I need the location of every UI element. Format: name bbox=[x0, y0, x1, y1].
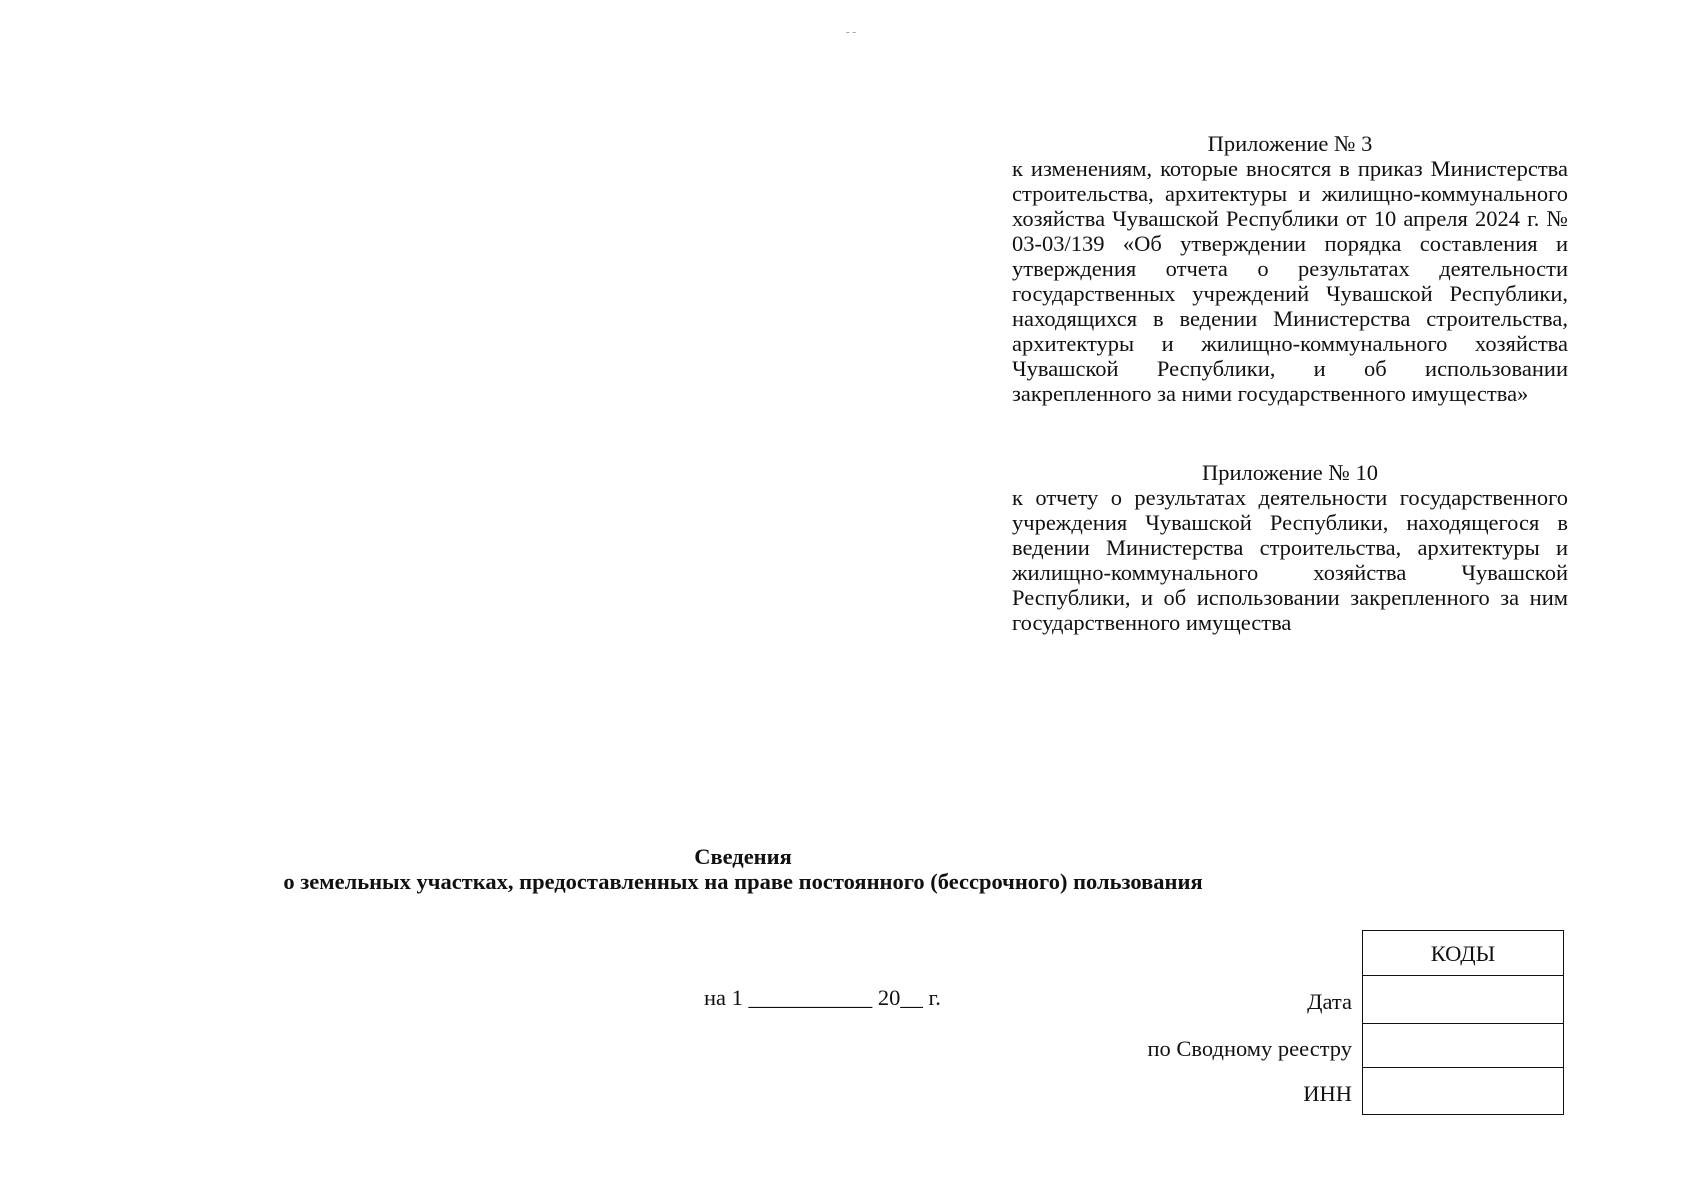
document-title bbox=[0, 844, 1486, 894]
appendix-3-block bbox=[1012, 131, 1568, 406]
codes-inn-label: ИНН bbox=[1303, 1081, 1352, 1106]
codes-table bbox=[1362, 930, 1564, 1115]
appendix-3-body: к изменениям, которые вносятся в приказ Министерства строительства, архитектуры и жилищно-коммунального хозяйства Чувашской Республики от 10 апреля 2024 г. № 03-03/139 «Об утверждении порядка составления и утверждения отчета о результатах деятельности государственных учреждений Чувашской Республики, находящихся в ведении Министерства строительства, архитектуры и жилищно-коммунального хозяйства Чувашской Республики, и об использовании закрепленного за ними государственного имущества» bbox=[1012, 156, 1568, 406]
codes-header: КОДЫ bbox=[1363, 931, 1563, 976]
appendix-10-heading: Приложение № 10 bbox=[1202, 460, 1378, 485]
appendix-10-body: к отчету о результатах деятельности государственного учреждения Чувашской Республики, находящегося в ведении Министерства строительства, архитектуры и жилищно-коммунального хозяйства Чувашской Республики, и об использовании закрепленного за ним государственного имущества bbox=[1012, 485, 1568, 635]
codes-date-label: Дата bbox=[1307, 989, 1352, 1014]
codes-registry-label: по Сводному реестру bbox=[1147, 1036, 1352, 1061]
codes-date-cell bbox=[1363, 976, 1563, 1024]
appendix-3-heading: Приложение № 3 bbox=[1207, 131, 1373, 156]
codes-registry-cell bbox=[1363, 1024, 1563, 1068]
page-mark: - - bbox=[846, 26, 857, 38]
report-date-line: на 1 ___________ 20__ г. bbox=[704, 985, 941, 1010]
title-line-1: Сведения bbox=[694, 844, 792, 869]
title-line-2: о земельных участках, предоставленных на праве постоянного (бессрочного) пользования bbox=[283, 869, 1203, 894]
codes-inn-cell bbox=[1363, 1068, 1563, 1114]
appendix-10-block bbox=[1012, 460, 1568, 635]
